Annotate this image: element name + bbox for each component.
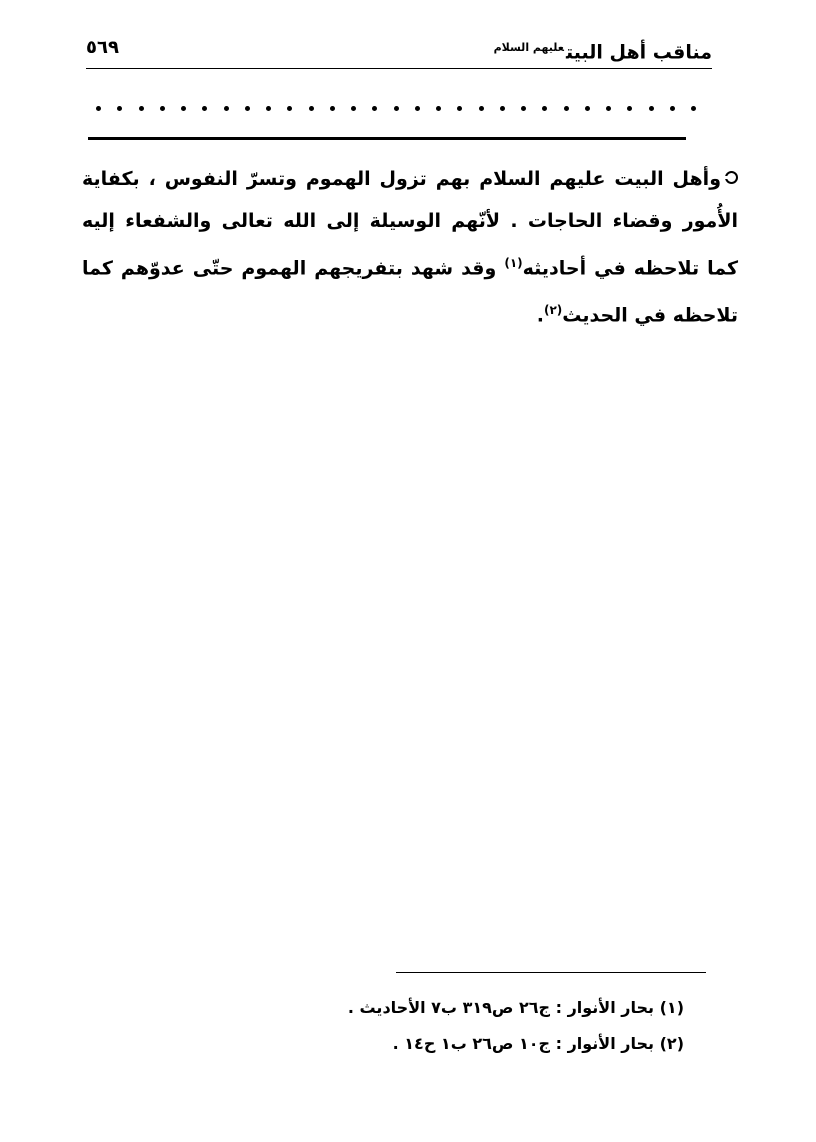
- separator-dot: [691, 106, 696, 111]
- footnote-2: (٢) بحار الأنوار : ج١٠ ص٢٦ ب١ ح١٤ .: [392, 1034, 684, 1053]
- page-header: [86, 34, 712, 68]
- footnote-ref-1: (١): [504, 256, 523, 270]
- body-line-3: وقد شهد: [410, 257, 497, 280]
- footnote-1: (١) بحار الأنوار : ج٢٦ ص٣١٩ ب٧ الأحاديث .: [347, 998, 684, 1017]
- separator-dot: [139, 106, 144, 111]
- separator-dot: [160, 106, 165, 111]
- separator-dot: [585, 106, 590, 111]
- running-title: [494, 34, 712, 66]
- separator-dot: [330, 106, 335, 111]
- separator-dot: [415, 106, 420, 111]
- paragraph: [82, 158, 738, 337]
- dots-separator: [96, 96, 696, 120]
- separator-dot: [117, 106, 122, 111]
- separator-dot: [649, 106, 654, 111]
- separator-dot: [372, 106, 377, 111]
- running-title-text: مناقب أهل البيت: [566, 41, 712, 64]
- separator-dot: [266, 106, 271, 111]
- footnote-ref-2: (٢): [543, 303, 563, 318]
- separator-dot: [564, 106, 569, 111]
- separator-dot: [202, 106, 207, 111]
- separator-dot: [351, 106, 356, 111]
- separator-dot: [181, 106, 186, 111]
- body-line-4: بتفريجهم الهموم حتّى عدوّهم كما تلاحظه في الحديث: [82, 257, 738, 327]
- separator-dot: [287, 106, 292, 111]
- header-rule: [86, 68, 712, 69]
- page-number: ٥٦٩: [86, 37, 119, 58]
- section-rule: [88, 137, 686, 140]
- footnotes: [244, 990, 684, 1062]
- separator-dot: [394, 106, 399, 111]
- separator-dot: [606, 106, 611, 111]
- separator-dot: [627, 106, 632, 111]
- separator-dot: [457, 106, 462, 111]
- honorific-mark: عليهم السلام: [493, 41, 564, 54]
- separator-dot: [500, 106, 505, 111]
- separator-dot: [542, 106, 547, 111]
- separator-dot: [670, 106, 675, 111]
- body-line-2: لأنّهم الوسيلة إلى الله تعالى والشفعاء إليه كما تلاحظه في أحاديثه: [82, 210, 739, 280]
- separator-dot: [96, 106, 101, 111]
- paragraph-marker-icon: [725, 171, 738, 184]
- separator-dot: [245, 106, 250, 111]
- separator-dot: [224, 106, 229, 111]
- footnote-rule: [396, 972, 706, 973]
- separator-dot: [436, 106, 441, 111]
- body-line-1: وأهل البيت عليهم السلام بهم تزول الهموم وتسرّ النفوس ، بكفاية الأُمور وقضاء الحاجات .: [82, 168, 738, 232]
- separator-dot: [309, 106, 314, 111]
- separator-dot: [479, 106, 484, 111]
- separator-dot: [521, 106, 526, 111]
- body-text: [82, 158, 738, 337]
- body-line-end: .: [536, 304, 544, 327]
